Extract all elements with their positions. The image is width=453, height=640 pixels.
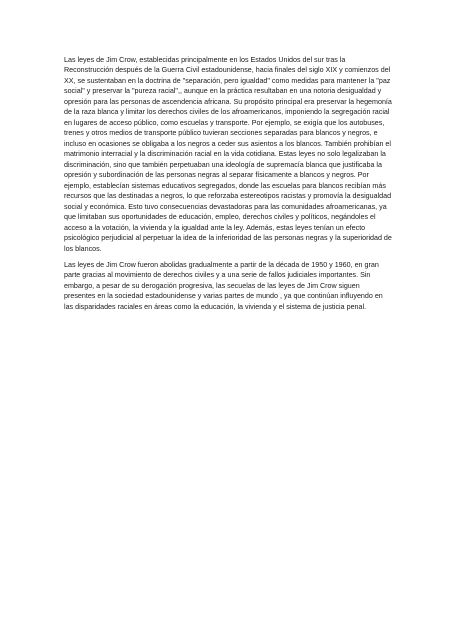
document-body	[64, 55, 392, 312]
paragraph-1: Las leyes de Jim Crow, establecidas principalmente en los Estados Unidos del sur tras la Reconstrucción después de la Guerra Civil estadounidense, hacia finales del siglo XIX y comienzos del XX, se sustentaban en la doctrina de "separación, pero igualdad" como medidas para mantener la "paz social" y preservar la "pureza racial",, aunque en la práctica resultaban en una notoria desigualdad y opresión para las personas de ascendencia africana. Su propósito principal era preservar la hegemonía de la raza blanca y limitar los derechos civiles de los afroamericanos, imponiendo la segregación racial en lugares de acceso público, como escuelas y transporte. Por ejemplo, se exigía que los autobuses, trenes y otros medios de transporte público tuvieran secciones separadas para blancos y negros, e incluso en ocasiones se obligaba a los negros a ceder sus asientos a los blancos. También prohibían el matrimonio interracial y la discriminación racial en la vida cotidiana. Estas leyes no solo legalizaban la discriminación, sino que también perpetuaban una ideología de supremacía blanca que justificaba la opresión y subordinación de las personas negras al separar físicamente a blancos y negros. Por ejemplo, establecían sistemas educativos segregados, donde las escuelas para blancos recibían más recursos que las destinadas a negros, lo que reforzaba estereotipos racistas y promovía la desigualdad social y económica. Esto tuvo consecuencias devastadoras para las comunidades afroamericanas, ya que limitaban sus oportunidades de educación, empleo, derechos civiles y políticos, negándoles el acceso a la votación, la vivienda y la igualdad ante la ley. Además, estas leyes tenían un efecto psicológico perjudicial al perpetuar la idea de la inferioridad de las personas negras y la superioridad de los blancos.	[64, 56, 392, 253]
paragraph-2: Las leyes de Jim Crow fueron abolidas gradualmente a partir de la década de 1950 y 1960, en gran parte gracias al movimiento de derechos civiles y a una serie de fallos judiciales importantes. Sin embargo, a pesar de su derogación progresiva, las secuelas de las leyes de Jim Crow siguen presentes en la sociedad estadounidense y varias partes de mundo , ya que continúan influyendo en las disparidades raciales en áreas como la educación, la vivienda y el sistema de justicia penal.	[64, 260, 383, 311]
